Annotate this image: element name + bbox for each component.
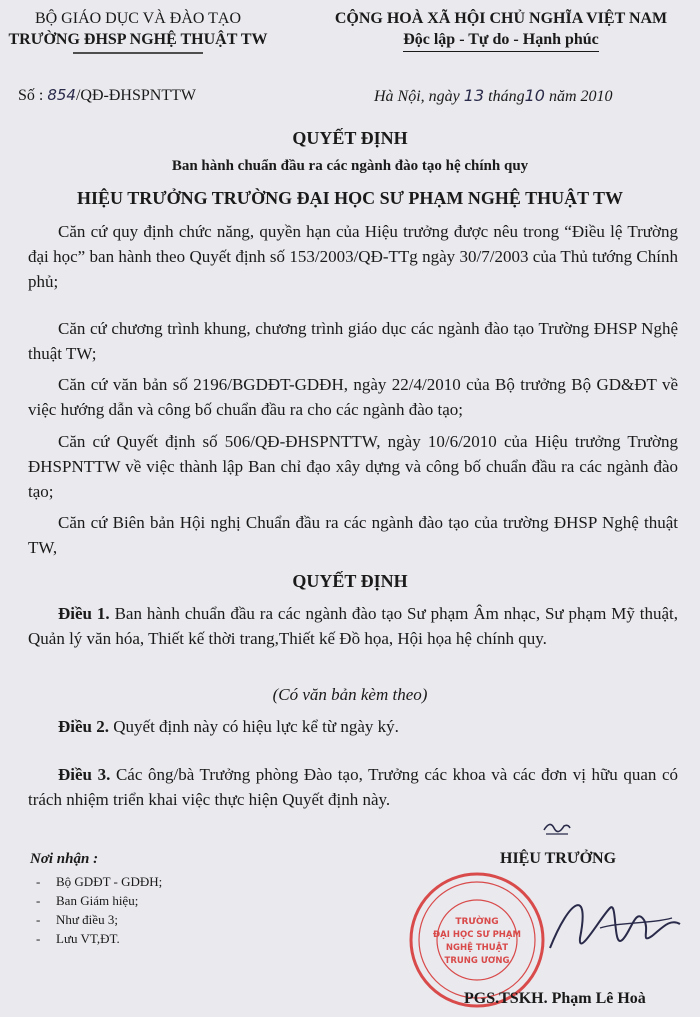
date-place: Hà Nội, ngày (374, 88, 460, 105)
reference-number (18, 86, 196, 105)
document-subtitle: Ban hành chuẩn đầu ra các ngành đào tạo hệ chính quy (171, 158, 529, 174)
seal-line: TRƯỜNG (455, 917, 499, 927)
article-1-label: Điều 1. (58, 604, 110, 623)
date-month-handwritten: 10 (524, 86, 545, 105)
issue-date (374, 86, 613, 106)
preamble-paragraph: Căn cứ Biên bản Hội nghị Chuẩn đầu ra các ngành đào tạo của trường ĐHSP Nghệ thuật TW, (28, 513, 678, 557)
ref-suffix: /QĐ-ĐHSPNTTW (75, 87, 196, 104)
ref-prefix: Số : (18, 87, 44, 104)
article-3 (28, 762, 678, 812)
issuer-block (4, 8, 272, 55)
recipients-label: Nơi nhận : (30, 851, 99, 867)
preamble-paragraph: Căn cứ chương trình khung, chương trình giáo dục các ngành đào tạo Trường ĐHSP Nghệ thuật TW; (28, 319, 678, 363)
seal-line: ĐẠI HỌC SƯ PHẠM (433, 930, 521, 940)
handwritten-signature (540, 858, 690, 988)
article-3-label: Điều 3. (58, 765, 111, 784)
national-header (306, 8, 696, 52)
ref-number-handwritten: 854 (47, 86, 76, 104)
preamble-paragraph: Căn cứ văn bản số 2196/BGDĐT-GDĐH, ngày 22/4/2010 của Bộ trưởng Bộ GD&ĐT về việc hướng dẫn và công bố chuẩn đầu ra cho các ngành đào tạo; (28, 375, 678, 419)
date-day-handwritten: 13 (463, 86, 485, 105)
country-name: CỘNG HOÀ XÃ HỘI CHỦ NGHĨA VIỆT NAM (334, 10, 668, 27)
preamble-paragraph: Căn cứ Quyết định số 506/QĐ-ĐHSPNTTW, ngày 10/6/2010 của Hiệu trưởng Trường ĐHSPNTTW về việc thành lập Ban chỉ đạo xây dựng và công bố chuẩn đầu ra các ngành đào tạo; (28, 432, 678, 501)
motto: Độc lập - Tự do - Hạnh phúc (403, 29, 599, 52)
document-title: QUYẾT ĐỊNH (292, 128, 408, 148)
recipient-item: - Lưu VT,ĐT. (36, 929, 162, 948)
seal-line: NGHỆ THUẬT (445, 943, 509, 953)
recipients-list (36, 872, 162, 948)
issuer-underline (73, 51, 203, 55)
ministry-name: BỘ GIÁO DỤC VÀ ĐÀO TẠO (34, 10, 242, 27)
article-2-text: Quyết định này có hiệu lực kể từ ngày ký. (109, 717, 399, 736)
article-3-text: Các ông/bà Trưởng phòng Đào tạo, Trưởng các khoa và các đơn vị hữu quan có trách nhiệm triển khai việc thực hiện Quyết định này. (28, 765, 679, 809)
signer-title: HIỆU TRƯỞNG (500, 850, 617, 867)
end-mark-scribble (542, 816, 572, 838)
article-1 (28, 601, 678, 651)
date-month-label: tháng (488, 88, 525, 105)
school-name: TRƯỜNG ĐHSP NGHỆ THUẬT TW (8, 31, 268, 48)
date-year: năm 2010 (548, 88, 613, 105)
signer-name: PGS.TSKH. Phạm Lê Hoà (464, 990, 646, 1007)
attachment-note: (Có văn bản kèm theo) (272, 685, 428, 704)
decision-heading: QUYẾT ĐỊNH (292, 571, 408, 591)
seal-line: TRUNG ƯƠNG (444, 956, 510, 966)
preamble-paragraph: Căn cứ quy định chức năng, quyền hạn của Hiệu trưởng được nêu trong “Điều lệ Trường đại học” ban hành theo Quyết định số 153/2003/QĐ-TTg ngày 30/7/2003 của Thủ tướng Chính phủ; (28, 222, 678, 291)
official-seal (402, 870, 552, 1010)
article-2-label: Điều 2. (58, 717, 109, 736)
article-1-text: Ban hành chuẩn đầu ra các ngành đào tạo Sư phạm Âm nhạc, Sư phạm Mỹ thuật, Quản lý văn hóa, Thiết kế thời trang,Thiết kế Đồ họa, Hội họa hệ chính quy. (28, 604, 679, 648)
recipient-item: - Như điều 3; (36, 910, 162, 929)
recipient-item: - Ban Giám hiệu; (36, 891, 162, 910)
authority-heading: HIỆU TRƯỞNG TRƯỜNG ĐẠI HỌC SƯ PHẠM NGHỆ THUẬT TW (77, 188, 623, 208)
article-2 (28, 714, 678, 739)
recipient-item: - Bộ GDĐT - GDĐH; (36, 872, 162, 891)
